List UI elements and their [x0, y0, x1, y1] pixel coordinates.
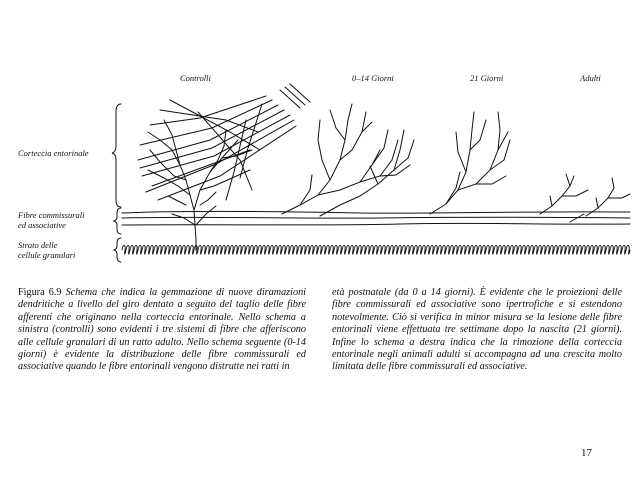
granule-cell-layer	[122, 246, 630, 255]
tree-adults	[540, 174, 630, 222]
tree-0-14-days	[282, 104, 414, 216]
caption-right-column	[332, 287, 622, 374]
row-label-granule-line1: Strato delle	[18, 240, 58, 250]
row-label-fibres	[18, 210, 85, 230]
column-label-adults: Adulti	[580, 73, 601, 83]
figure-label: Figura 6.9	[18, 287, 62, 298]
row-label-fibres-line1: Fibre commissurali	[18, 210, 85, 220]
row-label-fibres-line2: ed associative	[18, 220, 66, 230]
page-number: 17	[581, 447, 592, 459]
cortex-bracket	[112, 104, 121, 207]
column-label-0-14-days: 0–14 Giorni	[352, 73, 394, 83]
column-label-21-days: 21 Giorni	[470, 73, 504, 83]
commissural-fibre-mid	[122, 217, 630, 218]
commissural-fibre-bottom	[122, 223, 630, 225]
column-label-controls: Controlli	[180, 73, 211, 83]
row-label-cortex: Corteccia entorinale	[18, 148, 89, 158]
tree-21-days	[430, 112, 510, 214]
commissural-fibre-top	[122, 211, 630, 213]
caption-right-text: età postnatale (da 0 a 14 giorni). È evidente che le proiezioni delle fibre commissurali ed associative sono ipertrofiche e si estendono notevolmente. Ciò si verifica in minor misura se la lesione delle fibre entorinali viene effettuata tre settimane dopo la nascita (21 giorni). Infine lo schema a destra indica che la rimozione della corteccia entorinale negli animali adulti si accompagna ad una crescita molto limitata delle fibre commissurali ed associative.	[332, 287, 622, 373]
row-label-granule-line2: cellule granulari	[18, 250, 76, 260]
fibres-bracket	[114, 208, 121, 234]
row-label-granule	[18, 240, 75, 260]
granule-bracket	[114, 238, 121, 262]
caption-left-column	[18, 287, 306, 374]
caption-left-text: Schema che indica la gemmazione di nuove diramazioni dendritiche a livello del giro dentato a seguito del taglio delle fibre afferenti che originano nella corteccia entorinale. Nello schema a sinistra (controlli) sono evidenti i tre sistemi di fibre che afferiscono alle cellule granulari di un ratto adulto. Nello schema seguente (0-14 giorni) è evidente la distribuzione delle fibre commissurali ed associative quando le fibre entorinali vengono distrutte nei ratti in	[18, 287, 306, 373]
